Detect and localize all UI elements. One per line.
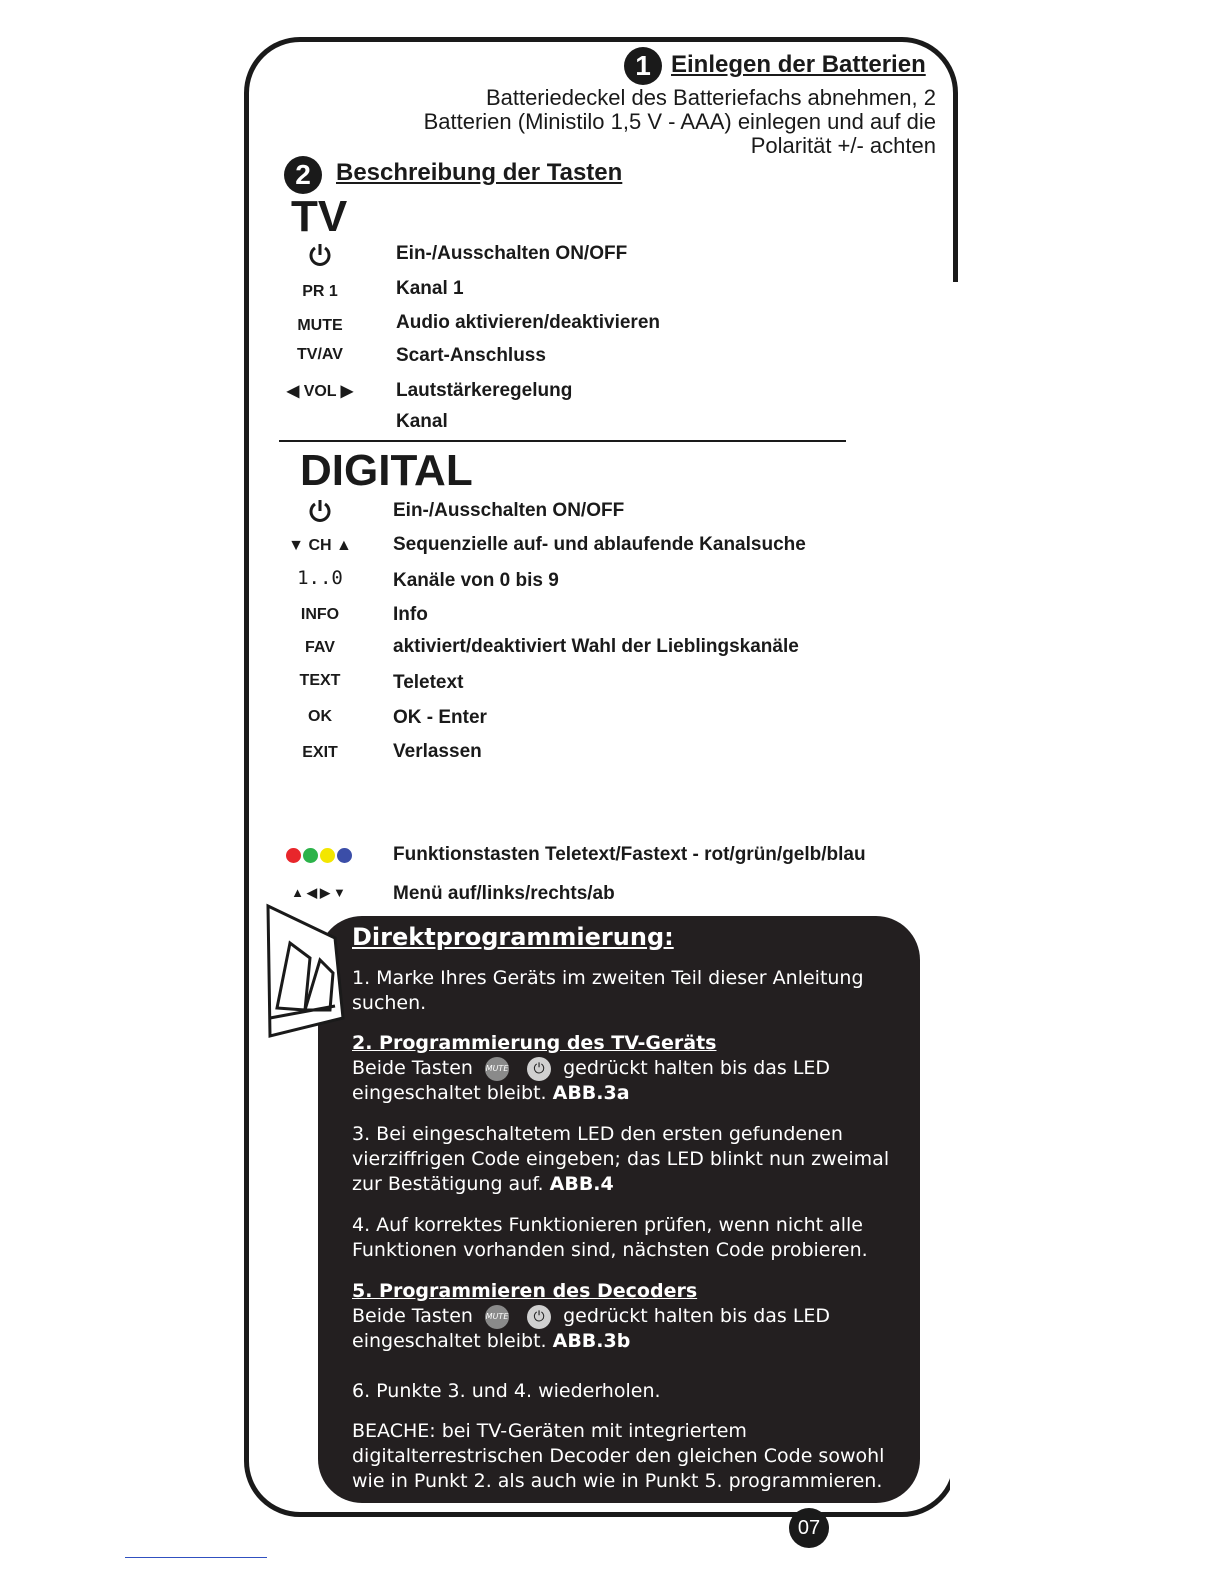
- tv-key-vol: [280, 381, 360, 401]
- digital-desc-power: Ein-/Ausschalten ON/OFF: [393, 500, 625, 521]
- digital-key-ok: OK: [308, 708, 332, 725]
- power-icon: [280, 498, 360, 529]
- direct-step3: [352, 1122, 897, 1197]
- direct-note: BEACHE: bei TV-Geräten mit integriertem digitalterrestrischen Decoder den gleichen Code sowohl wie in Punkt 2. als auch wie in Punkt 5. programmieren.: [352, 1420, 885, 1492]
- digital-key-ch: [280, 537, 360, 555]
- direct-title: Direktprogrammierung:: [352, 923, 674, 951]
- section-divider: [279, 440, 846, 442]
- digital-desc-digits: Kanäle von 0 bis 9: [393, 570, 559, 591]
- tv-desc-mute: Audio aktivieren/deaktivieren: [396, 312, 660, 333]
- frame-gap: [950, 282, 980, 1522]
- direct-step2: [352, 1031, 897, 1106]
- step2-line2-text: eingeschaltet bleibt.: [352, 1082, 547, 1104]
- direct-step6: 6. Punkte 3. und 4. wiederholen.: [352, 1380, 661, 1402]
- step5-ref: ABB.3b: [552, 1330, 631, 1352]
- right-arrow-icon: ▶: [340, 383, 354, 400]
- tv-desc-vol: Lautstärkeregelung: [396, 380, 573, 401]
- power-button-icon: ⏻: [527, 1305, 551, 1329]
- power-button-icon: ⏻: [527, 1057, 551, 1081]
- step5-line1: [352, 1304, 897, 1329]
- color-keys: [286, 848, 354, 868]
- digital-key-exit: EXIT: [302, 744, 338, 761]
- step5-line2-text: eingeschaltet bleibt.: [352, 1330, 547, 1352]
- blue-dot-icon: [337, 848, 352, 863]
- step2-post: gedrückt halten bis das LED: [563, 1057, 831, 1079]
- tv-desc-tvav: Scart-Anschluss: [396, 345, 546, 366]
- digital-desc-nav: Menü auf/links/rechts/ab: [393, 883, 615, 904]
- yellow-dot-icon: [320, 848, 335, 863]
- direct-step5: [352, 1279, 897, 1354]
- red-dot-icon: [286, 848, 301, 863]
- step2-line1: [352, 1056, 897, 1081]
- book-icon: [265, 898, 345, 1038]
- battery-number-badge: 1: [624, 47, 662, 85]
- step2-ref: ABB.3a: [552, 1082, 630, 1104]
- step2-title: 2. Programmierung des TV-Geräts: [352, 1032, 717, 1054]
- step3-ref: ABB.4: [549, 1173, 614, 1195]
- tv-title: TV: [291, 192, 348, 241]
- direct-step1: 1. Marke Ihres Geräts im zweiten Teil dieser Anleitung suchen.: [352, 967, 864, 1014]
- digital-desc-info: Info: [393, 604, 428, 625]
- digital-key-info: INFO: [300, 606, 340, 623]
- footer-line: [125, 1557, 267, 1558]
- digital-desc-text: Teletext: [393, 672, 464, 693]
- battery-title: Einlegen der Batterien: [671, 51, 926, 78]
- nav-arrows-icon: ▲◀▶▼: [291, 885, 349, 900]
- battery-line: Polarität +/- achten: [750, 133, 936, 158]
- digital-desc-ch: Sequenzielle auf- und ablaufende Kanalsuche: [393, 534, 806, 555]
- step5-post: gedrückt halten bis das LED: [563, 1305, 831, 1327]
- battery-line: Batteriedeckel des Batteriefachs abnehmen, 2: [485, 85, 936, 110]
- tv-desc-pr1: Kanal 1: [396, 278, 464, 299]
- digital-key-digits: 1..0: [297, 567, 343, 589]
- green-dot-icon: [303, 848, 318, 863]
- step5-line2: [352, 1329, 897, 1354]
- digital-desc-ok: OK - Enter: [393, 707, 487, 728]
- step5-title: 5. Programmieren des Decoders: [352, 1280, 698, 1302]
- step5-pre: Beide Tasten: [352, 1305, 473, 1327]
- battery-line: Batterien (Ministilo 1,5 V - AAA) einlegen und auf die: [423, 109, 936, 134]
- digital-title: DIGITAL: [300, 446, 473, 495]
- ch-label: CH: [308, 537, 332, 554]
- tv-desc-kanal: Kanal: [396, 411, 448, 432]
- tv-key-tvav: TV/AV: [297, 346, 343, 363]
- battery-instructions: [296, 86, 936, 158]
- direct-step4: 4. Auf korrektes Funktionieren prüfen, wenn nicht alle Funktionen vorhanden sind, nächsten Code probieren.: [352, 1214, 868, 1261]
- tv-key-pr1: PR 1: [302, 283, 338, 300]
- step2-pre: Beide Tasten: [352, 1057, 473, 1079]
- left-arrow-icon: ◀: [286, 383, 300, 400]
- keys-title: Beschreibung der Tasten: [336, 159, 623, 186]
- tv-desc-power: Ein-/Ausschalten ON/OFF: [396, 243, 628, 264]
- mute-button-icon: MUTE: [485, 1057, 509, 1081]
- page-number: 07: [789, 1508, 829, 1548]
- digital-key-text: TEXT: [299, 672, 341, 689]
- up-triangle-icon: ▲: [336, 537, 352, 554]
- power-icon: [280, 242, 360, 273]
- step2-line2: [352, 1081, 897, 1106]
- down-triangle-icon: ▼: [288, 537, 304, 554]
- mute-button-icon: MUTE: [485, 1305, 509, 1329]
- digital-desc-color-keys: Funktionstasten Teletext/Fastext - rot/grün/gelb/blau: [393, 844, 866, 865]
- keys-number-badge: 2: [284, 156, 322, 194]
- tv-key-mute: MUTE: [297, 317, 343, 334]
- vol-label: VOL: [303, 383, 337, 400]
- digital-desc-fav: aktiviert/deaktiviert Wahl der Lieblingskanäle: [393, 636, 799, 657]
- step3-text: 3. Bei eingeschaltetem LED den ersten gefundenen vierziffrigen Code eingeben; das LED blinkt nun zweimal zur Bestätigung auf.: [352, 1123, 890, 1195]
- digital-key-fav: FAV: [305, 639, 335, 656]
- digital-desc-exit: Verlassen: [393, 741, 482, 762]
